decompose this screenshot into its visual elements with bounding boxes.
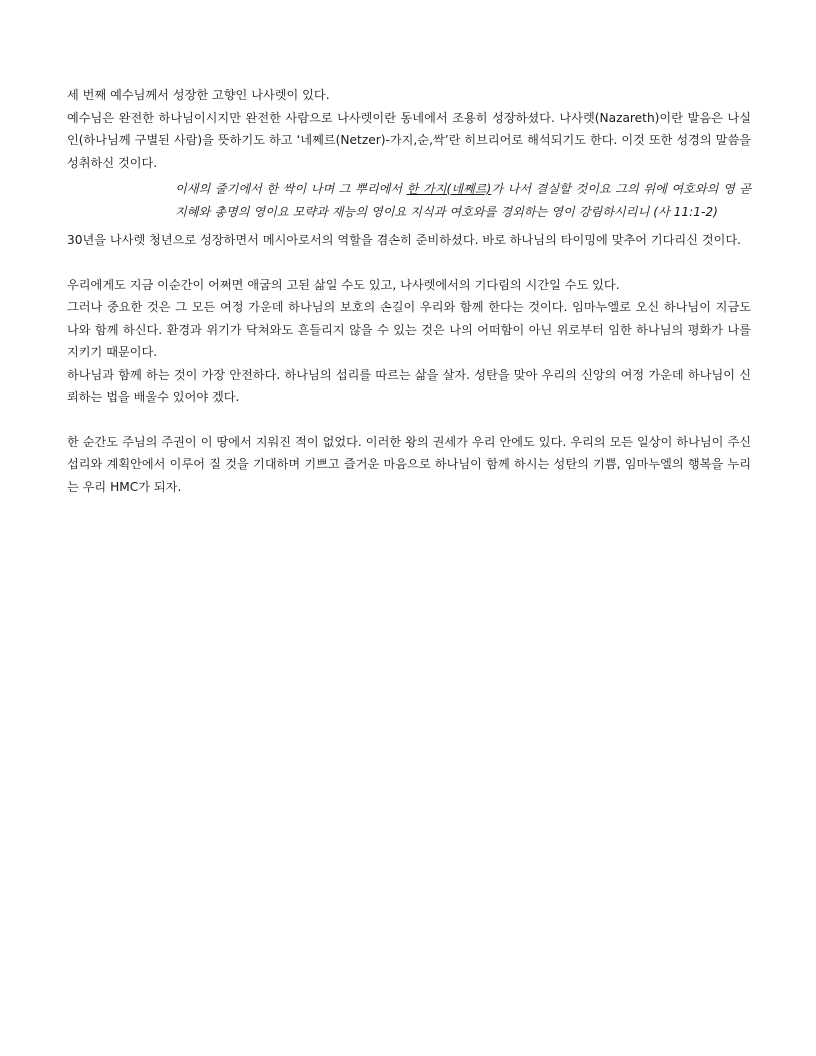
paragraph-thirty-years: 30년을 나사렛 청년으로 성장하면서 메시아로서의 역할을 겸손히 준비하셨다. 바로 하나님의 타이밍에 맞추어 기다리신 것이다. — [67, 233, 742, 247]
paragraph-sovereignty: 한 순간도 주님의 주권이 이 땅에서 지워진 적이 없었다. 이러한 왕의 권세가 우리 안에도 있다. 우리의 모든 일상이 하나님이 주신 섭리와 계획안에서 이루어 질 것을 기대하며 기쁘고 즐거운 마음으로 하나님이 함께 하시는 성탄의 기쁨, 임마누엘의 행복을 누리는 우리 HMC가 되자. — [67, 434, 751, 494]
paragraph-protection: 그러나 중요한 것은 그 모든 여정 가운데 하나님의 보호의 손길이 우리와 함께 한다는 것이다. 임마누엘로 오신 하나님이 지금도 나와 함께 하신다. 환경과 위기가 닥쳐와도 흔들리지 않을 수 있는 것은 나의 어떠함이 아닌 위로부터 임한 하나님의 평화가 나를 지키기 때문이다. — [67, 300, 751, 359]
paragraph-waiting: 우리에게도 지금 이순간이 어쩌면 애굽의 고된 삶일 수도 있고, 나사렛에서의 기다림의 시간일 수도 있다. — [67, 277, 620, 292]
quote-text-before: 이새의 줄기에서 한 싹이 나며 그 뿌리에서 — [175, 182, 407, 196]
paragraph-nazareth-meaning: 예수님은 완전한 하나님이시지만 완전한 사람으로 나사렛이란 동네에서 조용히 성장하셨다. 나사렛(Nazareth)이란 발음은 나실인(하나님께 구별된 사람)을 뜻하기도 하고 ‘네쩨르(Netzer)-가지,순,싹’란 히브리어로 해석되기도 한다. 이것 또한 성경의 말씀을 성취하신 것이다. — [67, 110, 751, 170]
document-body — [67, 84, 751, 498]
quote-underlined-text: 한 가지(네쩨르) — [406, 182, 492, 196]
scripture-quote — [67, 178, 751, 223]
paragraph-trust: 하나님과 함께 하는 것이 가장 안전하다. 하나님의 섭리를 따르는 삶을 살자. 성탄을 맞아 우리의 신앙의 여정 가운데 하나님이 신뢰하는 법을 배울수 있어야 겠다. — [67, 367, 751, 404]
quote-text-after: 가 나서 결실할 것이요 그의 위에 여호와의 영 곧 지혜와 총명의 영이요 모략과 재능의 영이요 지식과 여호와를 경외하는 영이 강림하시리니 (사 11:1-2) — [175, 182, 752, 219]
intro-line: 세 번째 예수님께서 성장한 고향인 나사렛이 있다. — [67, 88, 330, 102]
